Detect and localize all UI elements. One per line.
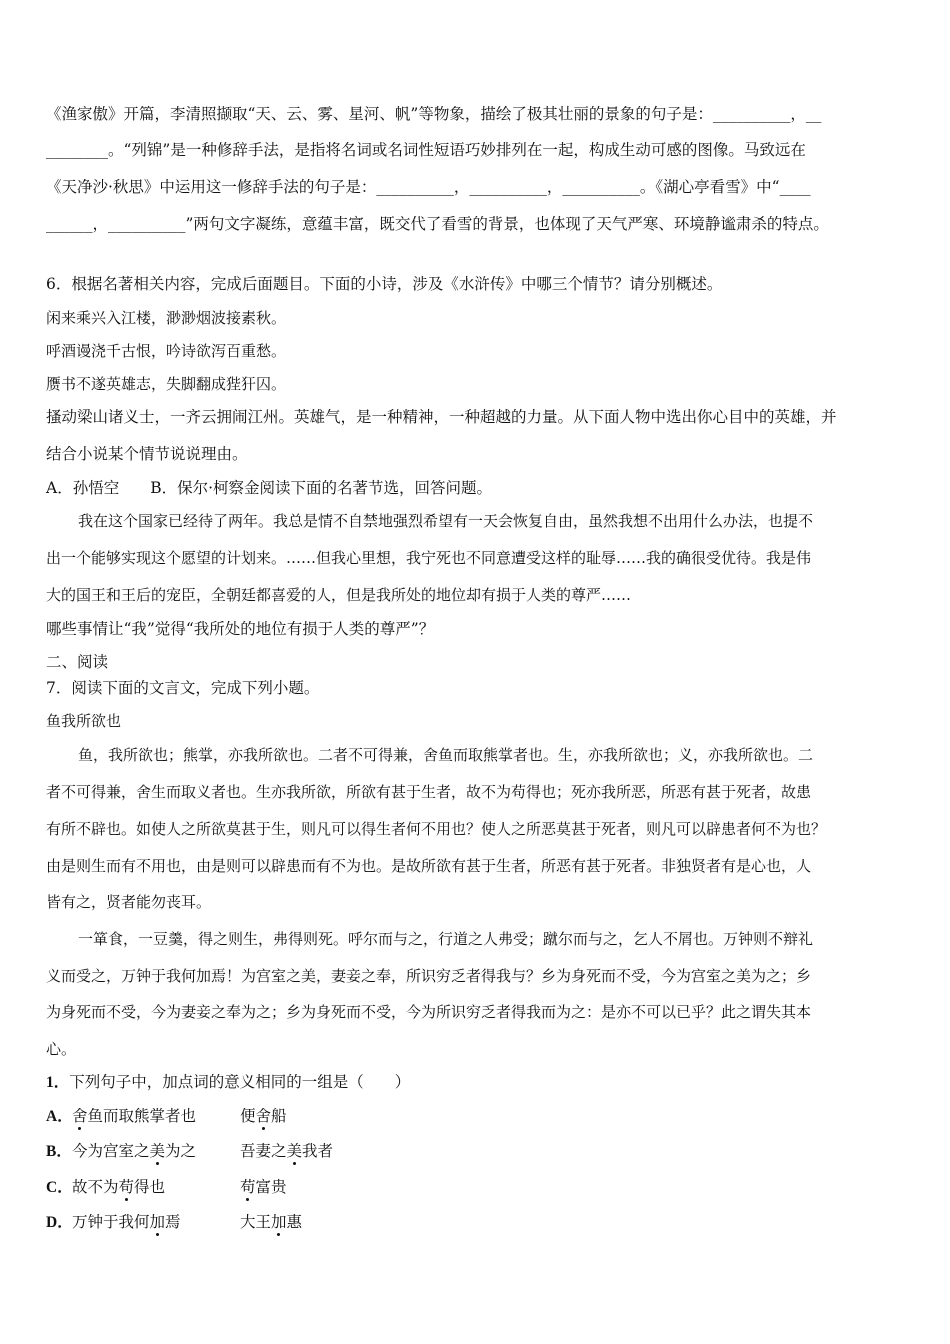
sub-question-number: 1．	[46, 1074, 70, 1091]
text-line: 《天净沙·秋思》中运用这一修辞手法的句子是：__________，__________，__________。《湖心亭看雪》中“____	[46, 178, 811, 196]
poem-line: 闲来乘兴入江楼，渺渺烟波接素秋。	[46, 309, 287, 327]
passage-line: 鱼，我所欲也；熊掌，亦我所欲也。二者不可得兼，舍鱼而取熊掌者也。生，亦我所欲也；义，亦我所欲也。二	[78, 746, 814, 764]
dotted-word: 苟	[118, 1178, 135, 1196]
excerpt-question: 哪些事情让“我”觉得“我所处的地位有损于人类的尊严”？	[46, 620, 435, 638]
option-letter: D．	[46, 1214, 73, 1231]
question-7-title: 7．阅读下面的文言文，完成下列小题。	[46, 679, 320, 697]
option-sentence-a: 今为宫室之美为之	[72, 1142, 197, 1160]
passage-line: 为身死而不受，今为妻妾之奉为之；乡为身死而不受，今为所识穷乏者得我而为之：是亦不可以已乎？此之谓失其本	[46, 1003, 812, 1021]
text-line: ______，__________”两句文字凝练，意蕴丰富，既交代了看雪的背景，也体现了天气严寒、环境静谧肃杀的特点。	[46, 215, 829, 233]
option-sentence-a: 故不为苟得也	[72, 1178, 166, 1196]
dotted-word: 舍	[255, 1107, 272, 1125]
passage-title: 鱼我所欲也	[46, 712, 122, 730]
sub-question-text: 下列句子中，加点词的意义相同的一组是（ ）	[69, 1073, 411, 1091]
dotted-word: 舍	[72, 1107, 88, 1125]
section-heading: 二、阅读	[46, 653, 109, 671]
excerpt-line: 我在这个国家已经待了两年。我总是情不自禁地强烈希望有一天会恢复自由，虽然我想不出用什么办法，也提不	[78, 512, 814, 530]
option-letter: A．	[46, 1108, 73, 1125]
sub-question	[46, 1072, 410, 1093]
option-sentence-b: 吾妻之美我者	[240, 1142, 334, 1160]
dotted-word: 加	[271, 1213, 287, 1231]
option-letter: B．	[46, 1143, 72, 1160]
passage-line: 者不可得兼，舍生而取义者也。生亦我所欲，所欲有甚于生者，故不为苟得也；死亦我所恶，所恶有甚于死者，故患	[46, 783, 812, 801]
options-line: A．孙悟空 B．保尔·柯察金阅读下面的名著节选，回答问题。	[46, 479, 493, 497]
passage-line: 义而受之，万钟于我何加焉！为宫室之美，妻妾之奉，所识穷乏者得我与？乡为身死而不受，今为宫室之美为之；乡	[46, 967, 812, 985]
excerpt-line: 出一个能够实现这个愿望的计划来。……但我心里想，我宁死也不同意遭受这样的耻辱……我的确很受优待。我是伟	[46, 549, 812, 567]
dotted-word: 美	[149, 1142, 166, 1160]
option-row	[46, 1106, 287, 1127]
excerpt-line: 大的国王和王后的宠臣，全朝廷都喜爱的人，但是我所处的地位却有损于人类的尊严……	[46, 586, 632, 604]
option-sentence-b: 苟富贵	[240, 1178, 287, 1196]
passage-line: 由是则生而有不用也，由是则可以辟患而有不为也。是故所欲有甚于生者，所恶有甚于死者。非独贤者有是心也，人	[46, 857, 812, 875]
option-sentence-b: 便舍船	[240, 1107, 287, 1125]
text-line: 《渔家傲》开篇，李清照撷取“天、云、雾、星河、帆”等物象，描绘了极其壮丽的景象的句子是：__________，__	[46, 105, 822, 123]
option-sentence-b: 大王加惠	[240, 1213, 303, 1231]
passage-line: 心。	[46, 1040, 77, 1058]
option-row	[46, 1141, 333, 1162]
passage-line: 皆有之，贤者能勿丧耳。	[46, 893, 212, 911]
option-row	[46, 1177, 287, 1198]
passage-line: 有所不辟也。如使人之所欲莫甚于生，则凡可以得生者何不用也？使人之所恶莫甚于死者，则凡可以辟患者何不为也？	[46, 820, 827, 838]
question-6-title: 6．根据名著相关内容，完成后面题目。下面的小诗，涉及《水浒传》中哪三个情节？请分别概述。	[46, 275, 723, 293]
option-sentence-a: 万钟于我何加焉	[72, 1213, 181, 1231]
dotted-word: 加	[149, 1213, 166, 1231]
text-line: ________。“列锦”是一种修辞手法，是指将名词或名词性短语巧妙排列在一起，构成生动可感的图像。马致远在	[46, 141, 806, 159]
poem-line: 赝书不遂英雄志，失脚翻成狴犴囚。	[46, 375, 287, 393]
option-sentence-a: 舍鱼而取熊掌者也	[72, 1107, 197, 1125]
option-letter: C．	[46, 1179, 73, 1196]
dotted-word: 美	[286, 1142, 303, 1160]
passage-line: 一箪食，一豆羹，得之则生，弗得则死。呼尔而与之，行道之人弗受；蹴尔而与之，乞人不屑也。万钟则不辩礼	[78, 930, 814, 948]
text-line: 搔动梁山诸义士，一齐云拥闹江州。英雄气，是一种精神，一种超越的力量。从下面人物中选出你心目中的英雄，并	[46, 408, 837, 426]
option-row	[46, 1212, 302, 1233]
poem-line: 呼酒谩浇千古恨，吟诗欲泻百重愁。	[46, 342, 287, 360]
text-line: 结合小说某个情节说说理由。	[46, 445, 248, 463]
dotted-word: 苟	[240, 1178, 256, 1196]
